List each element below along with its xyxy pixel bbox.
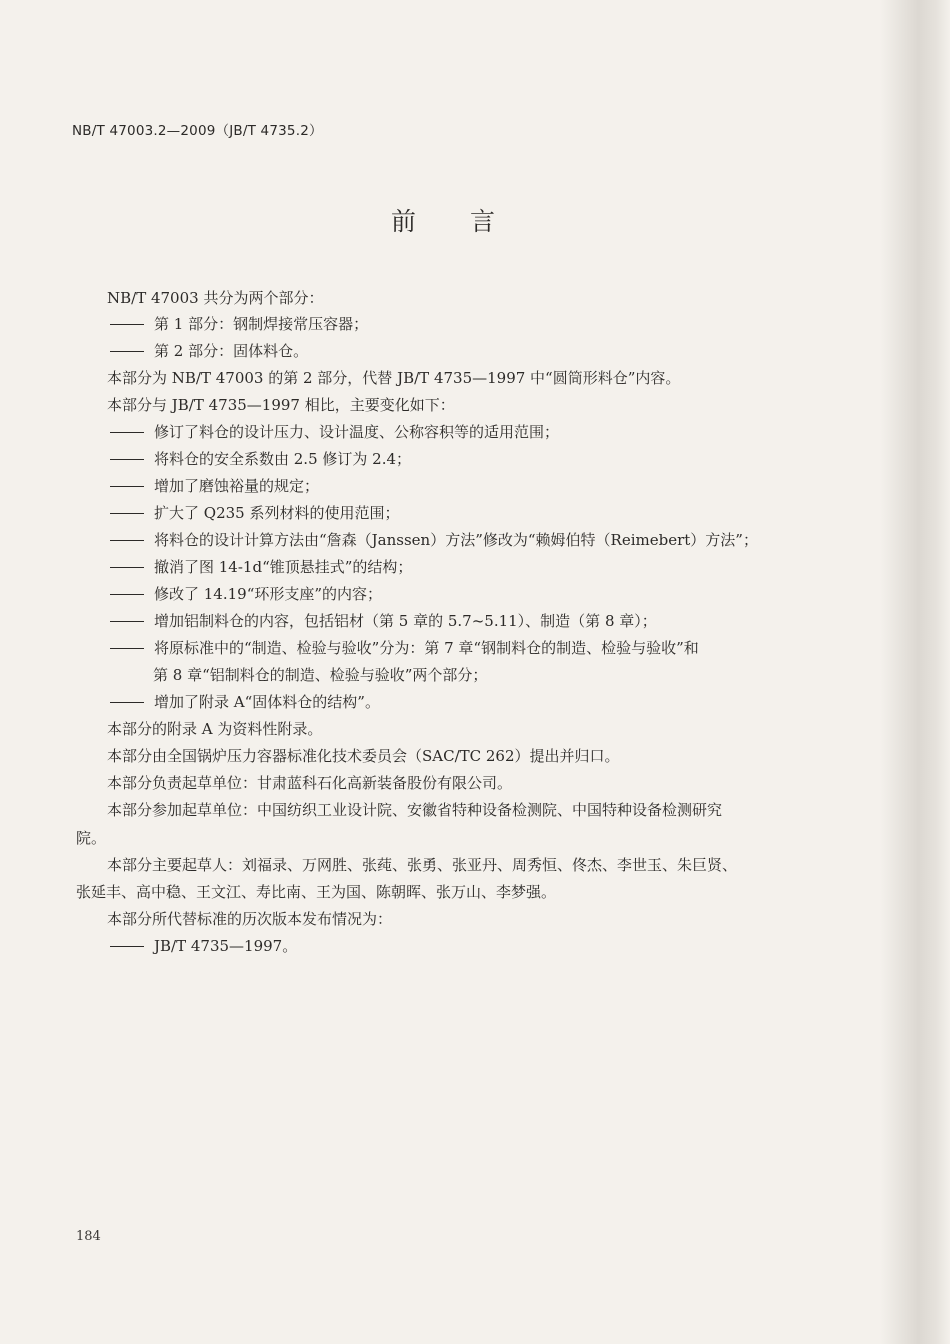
title-char-1: 前 [390, 207, 418, 236]
list-item-text: 增加铝制料仓的内容，包括铝材（第 5 章的 5.7~5.11）、制造（第 8 章）； [154, 612, 657, 630]
list-item-text: JB/T 4735—1997。 [154, 937, 298, 955]
list-item-text: 增加了附录 A“固体料仓的结构”。 [154, 693, 380, 711]
page-edge-shadow [880, 0, 950, 1344]
list-item-text: 第 2 部分：固体料仓。 [154, 342, 309, 360]
list-item [110, 692, 380, 712]
em-dash-icon [110, 594, 144, 595]
paragraph-line: 本部分主要起草人：刘福录、万网胜、张莼、张勇、张亚丹、周秀恒、佟杰、李世玉、朱巨贤、 [107, 856, 738, 874]
list-item-text: 第 1 部分：钢制焊接常压容器； [154, 315, 369, 333]
em-dash-icon [110, 486, 144, 487]
em-dash-icon [110, 702, 144, 703]
list-item [110, 936, 297, 956]
em-dash-icon [110, 513, 144, 514]
list-item-text: 修订了料仓的设计压力、设计温度、公称容积等的适用范围； [154, 423, 560, 441]
em-dash-icon [110, 946, 144, 947]
paragraph-line: 本部分与 JB/T 4735—1997 相比，主要变化如下： [107, 396, 455, 414]
paragraph-line: 本部分由全国锅炉压力容器标准化技术委员会（SAC/TC 262）提出并归口。 [107, 747, 620, 765]
list-item-continuation: 第 8 章“铝制料仓的制造、检验与验收”两个部分； [153, 666, 488, 684]
title-char-2: 言 [470, 207, 498, 236]
list-item-text: 增加了磨蚀裕量的规定； [154, 477, 320, 495]
list-item-text: 将料仓的安全系数由 2.5 修订为 2.4； [154, 450, 412, 468]
page-number: 184 [76, 1229, 101, 1244]
em-dash-icon [110, 351, 144, 352]
list-item-text: 扩大了 Q235 系列材料的使用范围； [154, 504, 400, 522]
paragraph-line: 本部分负责起草单位：甘肃蓝科石化高新装备股份有限公司。 [107, 774, 513, 792]
list-item [110, 584, 382, 604]
list-item-text: 修改了 14.19“环形支座”的内容； [154, 585, 383, 603]
em-dash-icon [110, 567, 144, 568]
paragraph-line: 本部分的附录 A 为资料性附录。 [107, 720, 323, 738]
paragraph-line: 张延丰、高中稳、王文江、寿比南、王为国、陈朝晖、张万山、李梦强。 [76, 883, 557, 901]
list-item [110, 557, 412, 577]
list-item [110, 611, 657, 631]
list-item-text: 将原标准中的“制造、检验与验收”分为：第 7 章“钢制料仓的制造、检验与验收”和 [154, 639, 699, 657]
page-title [0, 202, 888, 238]
em-dash-icon [110, 459, 144, 460]
em-dash-icon [110, 621, 144, 622]
list-item [110, 530, 758, 550]
paragraph-line: 本部分为 NB/T 47003 的第 2 部分，代替 JB/T 4735—1997 中“圆筒形料仓”内容。 [107, 369, 681, 387]
paragraph-line: NB/T 47003 共分为两个部分： [107, 289, 324, 307]
list-item [110, 422, 559, 442]
list-item-text: 将料仓的设计计算方法由“詹森（Janssen）方法”修改为“赖姆伯特（Reimebert）方法”； [154, 531, 758, 549]
em-dash-icon [110, 324, 144, 325]
paragraph-line: 本部分参加起草单位：中国纺织工业设计院、安徽省特种设备检测院、中国特种设备检测研究 [107, 801, 723, 819]
paragraph-line: 本部分所代替标准的历次版本发布情况为： [107, 910, 393, 928]
paragraph-line: 院。 [76, 829, 107, 847]
list-item [110, 476, 319, 496]
list-item [110, 638, 699, 658]
list-item [110, 314, 368, 334]
list-item [110, 503, 399, 523]
standard-code-header: NB/T 47003.2—2009（JB/T 4735.2） [72, 123, 323, 139]
em-dash-icon [110, 648, 144, 649]
list-item [110, 449, 411, 469]
list-item [110, 341, 308, 361]
list-item-text: 撤消了图 14-1d“锥顶悬挂式”的结构； [154, 558, 413, 576]
em-dash-icon [110, 540, 144, 541]
em-dash-icon [110, 432, 144, 433]
